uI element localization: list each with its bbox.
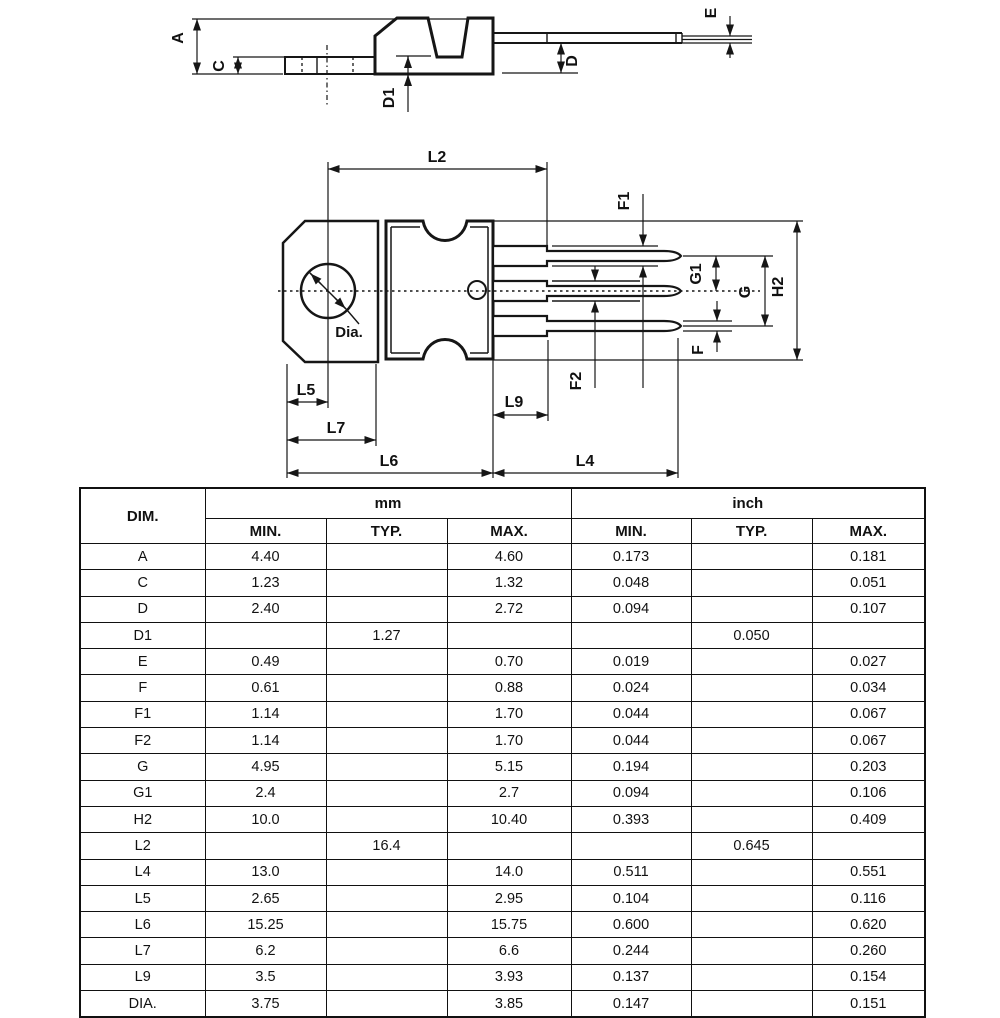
package-outline-drawing — [0, 0, 1000, 492]
dim-cell: L6 — [80, 912, 205, 938]
value-cell: 0.173 — [571, 544, 691, 570]
header-mm-max: MAX. — [447, 519, 571, 544]
header-inch: inch — [571, 488, 925, 519]
value-cell: 0.181 — [812, 544, 925, 570]
dim-label-g: G — [737, 285, 754, 299]
value-cell: 13.0 — [205, 859, 326, 885]
dim-cell: DIA. — [80, 991, 205, 1018]
dim-label-d1: D1 — [381, 87, 398, 109]
value-cell — [691, 912, 812, 938]
table-row — [80, 885, 925, 911]
value-cell — [571, 833, 691, 859]
value-cell — [812, 622, 925, 648]
value-cell — [812, 833, 925, 859]
value-cell — [326, 754, 447, 780]
value-cell: 2.95 — [447, 885, 571, 911]
value-cell: 0.116 — [812, 885, 925, 911]
value-cell — [691, 991, 812, 1018]
dim-label-h2: H2 — [770, 276, 787, 298]
dim-label-e: E — [703, 7, 720, 19]
table-row — [80, 701, 925, 727]
value-cell — [326, 912, 447, 938]
dim-cell: C — [80, 570, 205, 596]
value-cell: 0.024 — [571, 675, 691, 701]
value-cell: 0.88 — [447, 675, 571, 701]
value-cell: 0.067 — [812, 728, 925, 754]
value-cell: 0.49 — [205, 649, 326, 675]
value-cell: 0.094 — [571, 780, 691, 806]
header-dim: DIM. — [80, 488, 205, 544]
value-cell — [326, 570, 447, 596]
dim-cell: G1 — [80, 780, 205, 806]
table-row — [80, 859, 925, 885]
dim-cell: L7 — [80, 938, 205, 964]
value-cell: 0.050 — [691, 622, 812, 648]
value-cell: 0.645 — [691, 833, 812, 859]
value-cell: 0.409 — [812, 806, 925, 832]
value-cell: 6.6 — [447, 938, 571, 964]
table-row — [80, 675, 925, 701]
value-cell: 0.70 — [447, 649, 571, 675]
lead-side — [493, 33, 752, 43]
value-cell — [691, 938, 812, 964]
value-cell: 4.95 — [205, 754, 326, 780]
dim-label-l4: L4 — [575, 453, 595, 470]
dim-table-body — [80, 544, 925, 1018]
dim-cell: H2 — [80, 806, 205, 832]
dim-label-l5: L5 — [296, 382, 316, 399]
value-cell: 3.85 — [447, 991, 571, 1018]
dim-label-l2: L2 — [427, 149, 447, 166]
value-cell: 16.4 — [326, 833, 447, 859]
value-cell: 0.600 — [571, 912, 691, 938]
dim-label-f1: F1 — [616, 191, 633, 211]
value-cell — [447, 833, 571, 859]
value-cell: 1.14 — [205, 701, 326, 727]
value-cell — [691, 675, 812, 701]
header-mm-typ: TYP. — [326, 519, 447, 544]
dim-label-f2: F2 — [568, 371, 585, 391]
body-pin1-dot — [468, 281, 486, 299]
value-cell — [691, 806, 812, 832]
value-cell: 5.15 — [447, 754, 571, 780]
dim-label-g1: G1 — [688, 263, 705, 285]
value-cell — [691, 649, 812, 675]
value-cell: 0.393 — [571, 806, 691, 832]
value-cell: 0.551 — [812, 859, 925, 885]
dim-cell: L9 — [80, 964, 205, 990]
value-cell: 0.137 — [571, 964, 691, 990]
value-cell: 0.094 — [571, 596, 691, 622]
dim-label-l7: L7 — [326, 420, 346, 437]
value-cell — [326, 991, 447, 1018]
value-cell — [691, 780, 812, 806]
value-cell: 3.5 — [205, 964, 326, 990]
value-cell — [326, 964, 447, 990]
value-cell: 4.40 — [205, 544, 326, 570]
value-cell — [326, 806, 447, 832]
value-cell: 10.0 — [205, 806, 326, 832]
dim-label-l6: L6 — [379, 453, 399, 470]
front-view — [278, 149, 803, 478]
value-cell: 0.620 — [812, 912, 925, 938]
dim-label-f: F — [690, 345, 707, 355]
value-cell — [691, 544, 812, 570]
side-view — [170, 7, 752, 112]
value-cell: 0.244 — [571, 938, 691, 964]
value-cell — [691, 570, 812, 596]
header-inch-min: MIN. — [571, 519, 691, 544]
table-row — [80, 912, 925, 938]
value-cell: 2.4 — [205, 780, 326, 806]
value-cell: 1.23 — [205, 570, 326, 596]
value-cell — [326, 701, 447, 727]
value-cell: 14.0 — [447, 859, 571, 885]
dimension-table — [79, 487, 926, 1018]
dim-cell: L5 — [80, 885, 205, 911]
value-cell — [326, 649, 447, 675]
dim-cell: F1 — [80, 701, 205, 727]
table-row — [80, 544, 925, 570]
value-cell: 0.019 — [571, 649, 691, 675]
dim-cell: E — [80, 649, 205, 675]
dim-cell: F2 — [80, 728, 205, 754]
table-row — [80, 649, 925, 675]
value-cell — [326, 596, 447, 622]
value-cell — [691, 885, 812, 911]
dim-cell: L2 — [80, 833, 205, 859]
value-cell: 0.106 — [812, 780, 925, 806]
header-mm-min: MIN. — [205, 519, 326, 544]
value-cell: 0.034 — [812, 675, 925, 701]
value-cell: 0.147 — [571, 991, 691, 1018]
value-cell: 0.067 — [812, 701, 925, 727]
value-cell — [571, 622, 691, 648]
value-cell: 4.60 — [447, 544, 571, 570]
value-cell — [691, 964, 812, 990]
value-cell — [326, 885, 447, 911]
value-cell: 0.203 — [812, 754, 925, 780]
value-cell — [326, 938, 447, 964]
value-cell — [326, 675, 447, 701]
dia-label: Dia. — [335, 324, 363, 341]
value-cell: 0.027 — [812, 649, 925, 675]
value-cell: 1.70 — [447, 728, 571, 754]
value-cell: 0.044 — [571, 701, 691, 727]
value-cell: 2.40 — [205, 596, 326, 622]
value-cell: 2.72 — [447, 596, 571, 622]
value-cell — [205, 622, 326, 648]
value-cell — [691, 754, 812, 780]
dim-cell: D — [80, 596, 205, 622]
value-cell — [691, 701, 812, 727]
dim-cell: F — [80, 675, 205, 701]
value-cell — [447, 622, 571, 648]
table-row — [80, 754, 925, 780]
value-cell: 1.14 — [205, 728, 326, 754]
table-row — [80, 964, 925, 990]
value-cell — [691, 728, 812, 754]
table-row — [80, 622, 925, 648]
dim-c — [233, 57, 287, 74]
dimension-table-section — [79, 487, 924, 1018]
value-cell — [205, 833, 326, 859]
value-cell — [326, 728, 447, 754]
dim-cell: D1 — [80, 622, 205, 648]
dim-label-c: C — [211, 60, 228, 72]
table-row — [80, 570, 925, 596]
lead-middle — [493, 281, 681, 301]
value-cell: 15.25 — [205, 912, 326, 938]
table-row — [80, 728, 925, 754]
value-cell: 0.107 — [812, 596, 925, 622]
table-row — [80, 938, 925, 964]
value-cell: 2.65 — [205, 885, 326, 911]
header-inch-typ: TYP. — [691, 519, 812, 544]
dim-label-d: D — [564, 55, 581, 67]
value-cell: 0.194 — [571, 754, 691, 780]
value-cell: 10.40 — [447, 806, 571, 832]
lead-top — [493, 246, 681, 266]
table-row — [80, 991, 925, 1018]
dim-label-a: A — [170, 32, 187, 44]
value-cell: 0.260 — [812, 938, 925, 964]
body-side — [375, 18, 493, 74]
to220-drawing-svg — [0, 0, 1000, 487]
table-row — [80, 596, 925, 622]
dim-cell: G — [80, 754, 205, 780]
leads-front — [493, 246, 681, 336]
value-cell: 1.32 — [447, 570, 571, 596]
value-cell — [691, 596, 812, 622]
value-cell: 0.104 — [571, 885, 691, 911]
value-cell: 0.61 — [205, 675, 326, 701]
value-cell: 0.154 — [812, 964, 925, 990]
table-row — [80, 833, 925, 859]
value-cell: 0.511 — [571, 859, 691, 885]
value-cell: 0.048 — [571, 570, 691, 596]
dim-cell: L4 — [80, 859, 205, 885]
value-cell: 1.70 — [447, 701, 571, 727]
value-cell: 0.151 — [812, 991, 925, 1018]
value-cell: 0.044 — [571, 728, 691, 754]
table-row — [80, 780, 925, 806]
lead-bottom — [493, 316, 681, 336]
value-cell — [691, 859, 812, 885]
value-cell: 6.2 — [205, 938, 326, 964]
value-cell — [326, 780, 447, 806]
value-cell: 3.75 — [205, 991, 326, 1018]
value-cell — [326, 544, 447, 570]
value-cell: 15.75 — [447, 912, 571, 938]
tab-side — [285, 57, 375, 74]
value-cell: 2.7 — [447, 780, 571, 806]
value-cell — [326, 859, 447, 885]
value-cell: 1.27 — [326, 622, 447, 648]
header-mm: mm — [205, 488, 571, 519]
dim-cell: A — [80, 544, 205, 570]
value-cell: 0.051 — [812, 570, 925, 596]
table-row — [80, 806, 925, 832]
header-inch-max: MAX. — [812, 519, 925, 544]
value-cell: 3.93 — [447, 964, 571, 990]
dim-label-l9: L9 — [504, 394, 524, 411]
